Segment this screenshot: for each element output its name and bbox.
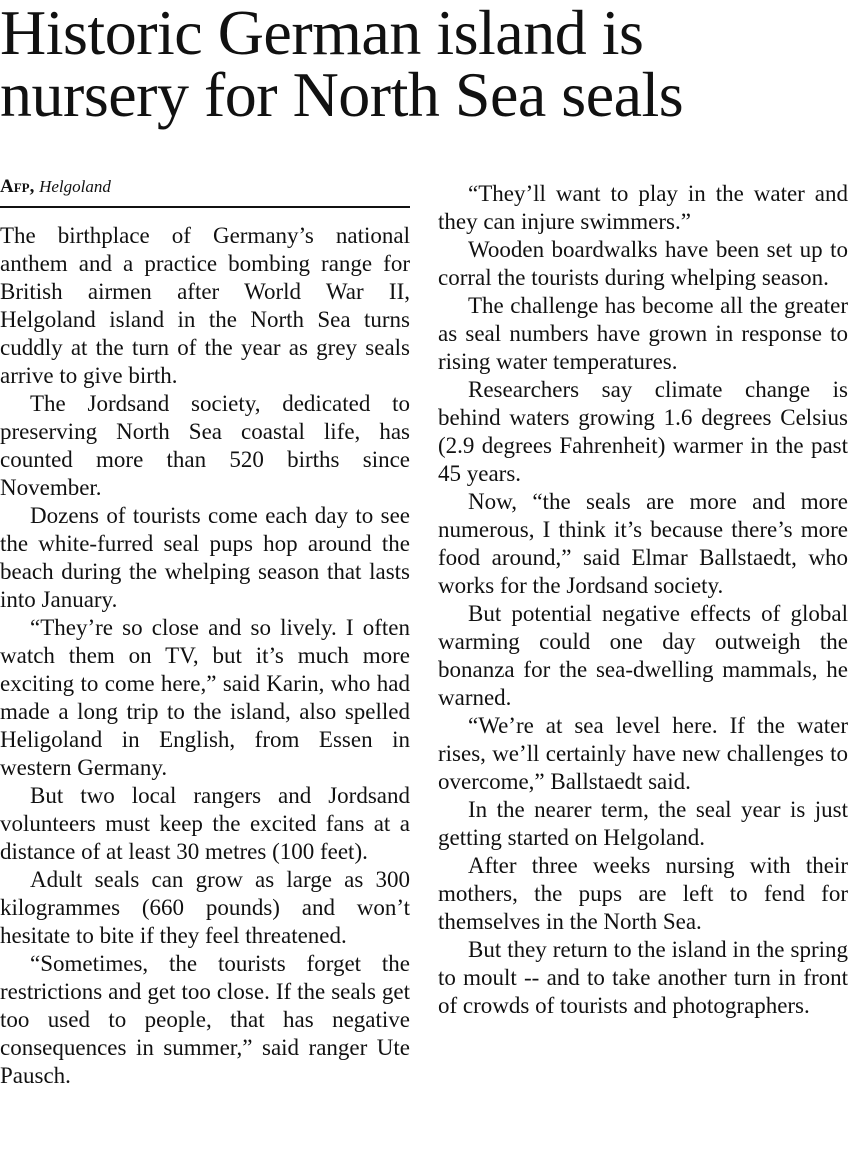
paragraph: “Sometimes, the tourists forget the restrictions and get too close. If the seals get too used to people, that has negative consequences in summer,” said ranger Ute Pausch. bbox=[0, 951, 410, 1088]
paragraph: The birthplace of Germany’s national anthem and a practice bombing range for British airmen after World War II, Helgoland island in the North Sea turns cuddly at the turn of the year as grey seals arrive to give birth. bbox=[0, 223, 410, 388]
article-column-2 bbox=[438, 180, 848, 1020]
paragraph: The Jordsand society, dedicated to preserving North Sea coastal life, has counted more than 520 births since November. bbox=[0, 391, 410, 500]
paragraph: Adult seals can grow as large as 300 kilogrammes (660 pounds) and won’t hesitate to bite if they feel threatened. bbox=[0, 867, 410, 948]
headline bbox=[0, 0, 848, 130]
paragraph: Wooden boardwalks have been set up to corral the tourists during whelping season. bbox=[438, 237, 848, 290]
paragraph: Researchers say climate change is behind waters growing 1.6 degrees Celsius (2.9 degrees Fahrenheit) warmer in the past 45 years. bbox=[438, 377, 848, 486]
paragraph: Dozens of tourists come each day to see the white-furred seal pups hop around the beach during the whelping season that lasts into January. bbox=[0, 503, 410, 612]
paragraph: But potential negative effects of global warming could one day outweigh the bonanza for the sea-dwelling mammals, he warned. bbox=[438, 601, 848, 710]
paragraph: In the nearer term, the seal year is just getting started on Helgoland. bbox=[438, 797, 848, 850]
byline-place: Helgoland bbox=[39, 177, 111, 196]
paragraph: But they return to the island in the spring to moult -- and to take another turn in front of crowds of tourists and photographers. bbox=[438, 937, 848, 1018]
paragraph: “They’re so close and so lively. I often watch them on TV, but it’s much more exciting to come here,” said Karin, who had made a long trip to the island, also spelled Heligoland in English, from Essen in western Germany. bbox=[0, 615, 410, 780]
headline-line-2: nursery for North Sea seals bbox=[0, 59, 684, 130]
paragraph: Now, “the seals are more and more numerous, I think it’s because there’s more food around,” said Elmar Ballstaedt, who works for the Jordsand society. bbox=[438, 489, 848, 598]
paragraph: The challenge has become all the greater as seal numbers have grown in response to rising water temperatures. bbox=[438, 293, 848, 374]
paragraph: But two local rangers and Jordsand volunteers must keep the excited fans at a distance of at least 30 metres (100 feet). bbox=[0, 783, 410, 864]
byline-rule bbox=[0, 206, 410, 208]
paragraph: “We’re at sea level here. If the water rises, we’ll certainly have new challenges to overcome,” Ballstaedt said. bbox=[438, 713, 848, 794]
byline-agency: Afp, bbox=[0, 176, 35, 197]
byline bbox=[0, 176, 410, 198]
article-column-1 bbox=[0, 222, 410, 1090]
paragraph: “They’ll want to play in the water and they can injure swimmers.” bbox=[438, 181, 848, 234]
headline-line-1: Historic German island is bbox=[0, 0, 644, 68]
paragraph: After three weeks nursing with their mothers, the pups are left to fend for themselves in the North Sea. bbox=[438, 853, 848, 934]
